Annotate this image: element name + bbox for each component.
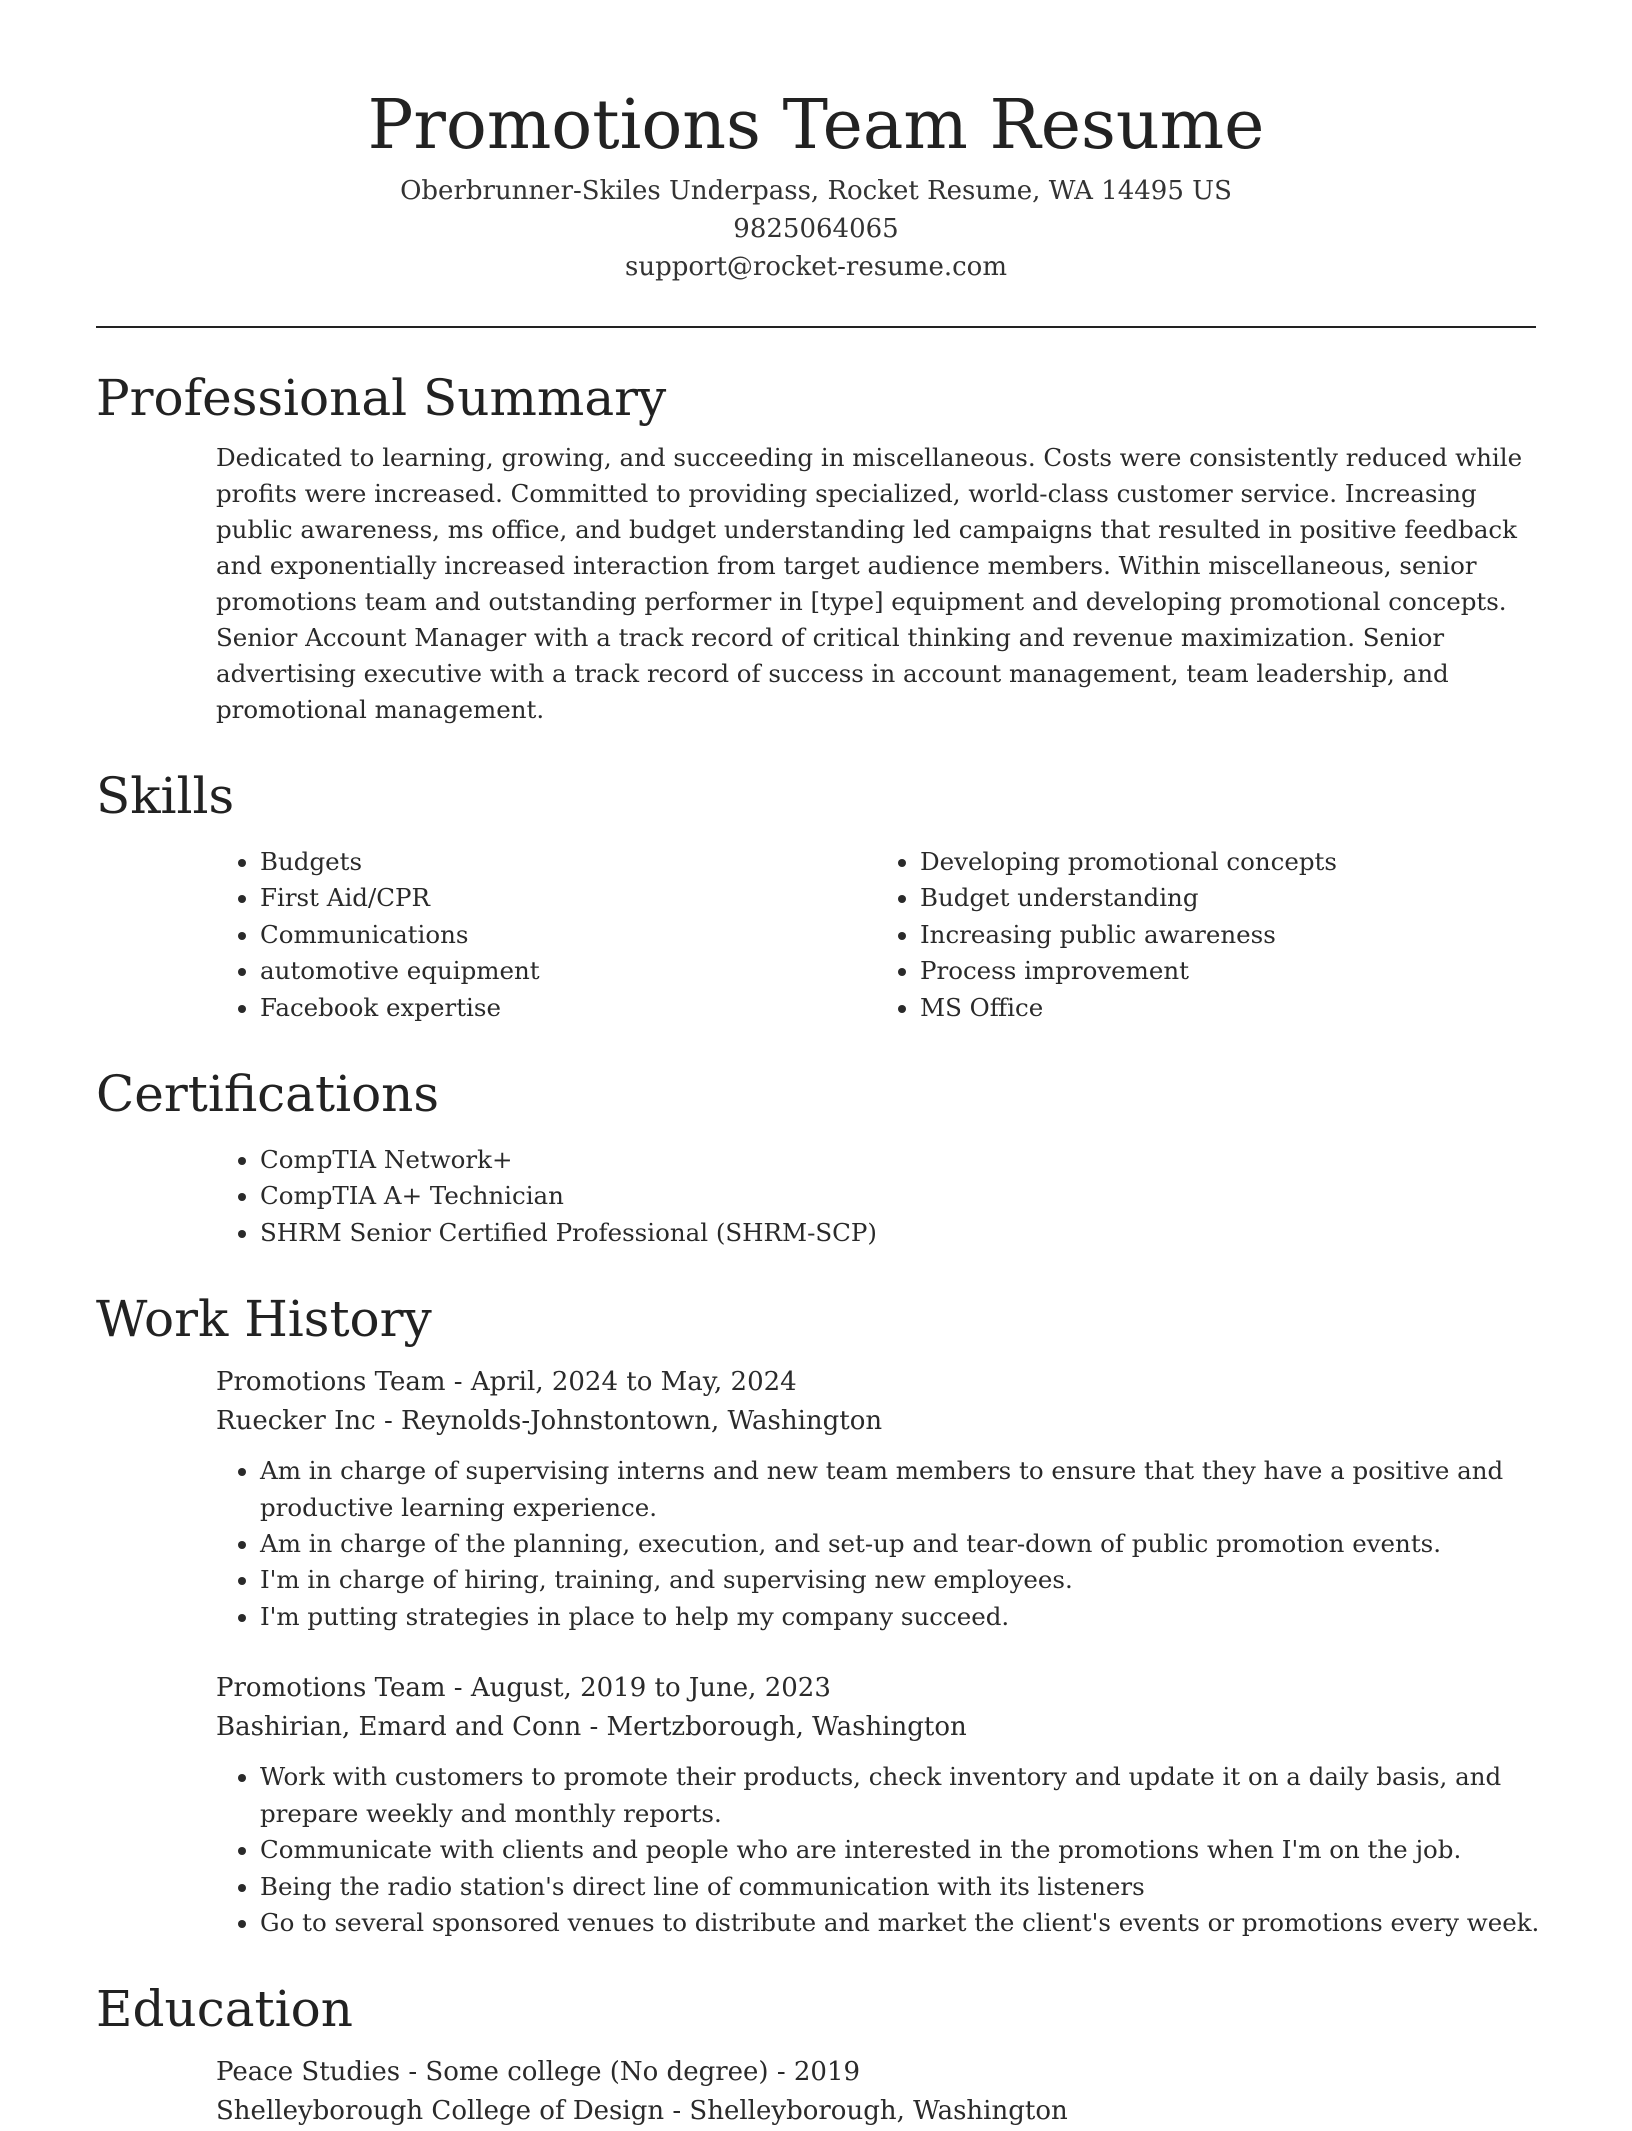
resume-title: Promotions Team Resume (367, 86, 1265, 165)
contact-address: Oberbrunner-Skiles Underpass, Rocket Resume, WA 14495 US (400, 176, 1232, 206)
contact-email: support@rocket-resume.com (624, 252, 1007, 282)
skill-item: • Budgets (260, 844, 876, 880)
job-bullet: • Work with customers to promote their products, check inventory and update it on a daily basis, and prepare weekly and monthly reports. (260, 1759, 1560, 1832)
education-school: Shelleyborough College of Design - Shelleyborough, Washington (216, 2096, 1068, 2127)
skill-item: • First Aid/CPR (260, 880, 876, 916)
skills-column-left (216, 844, 876, 1026)
resume-header (96, 80, 1536, 286)
job-company-location: Bashirian, Emard and Conn - Mertzborough, Washington (216, 1712, 967, 1743)
section-title-certifications: Certifications (96, 1065, 440, 1124)
skill-item: • Budget understanding (920, 880, 1536, 916)
skills-column-right (876, 844, 1536, 1026)
job-role-dates: Promotions Team - August, 2019 to June, 2023 (216, 1673, 831, 1704)
skill-item: • Increasing public awareness (920, 917, 1536, 953)
job-entry (216, 1363, 1536, 1635)
skill-item: • Process improvement (920, 953, 1536, 989)
certification-item: • SHRM Senior Certified Professional (SHRM-SCP) (260, 1215, 1536, 1251)
skill-item: • Developing promotional concepts (920, 844, 1536, 880)
job-bullet: • I'm putting strategies in place to help my company succeed. (260, 1599, 1560, 1635)
job-company-location: Ruecker Inc - Reynolds-Johnstontown, Washington (216, 1406, 883, 1437)
section-title-work-history: Work History (96, 1290, 432, 1349)
skills-list (216, 844, 1536, 1026)
job-bullet: • I'm in charge of hiring, training, and supervising new employees. (260, 1562, 1560, 1598)
contact-phone: 9825064065 (733, 214, 899, 244)
skill-item: • Facebook expertise (260, 990, 876, 1026)
skill-item: • automotive equipment (260, 953, 876, 989)
skill-item: • MS Office (920, 990, 1536, 1026)
skill-item: • Communications (260, 917, 876, 953)
job-bullet: • Communicate with clients and people who are interested in the promotions when I'm on the job. (260, 1832, 1560, 1868)
header-divider (96, 326, 1536, 328)
certification-item: • CompTIA Network+ (260, 1142, 1536, 1178)
summary-text: Dedicated to learning, growing, and succeeding in miscellaneous. Costs were consistently reduced while profits were increased. Committed to providing specialized, world-class customer service. Increasing public awareness, ms office, and budget understanding led campaigns that resulted in positive feedback and exponentially increased interaction from target audience members. Within miscellaneous, senior promotions team and outstanding performer in [type] equipment and developing promotional concepts. Senior Account Manager with a track record of critical thinking and revenue maximization. Senior advertising executive with a track record of success in account management, team leadership, and promotional management. (216, 443, 1523, 724)
section-title-summary: Professional Summary (96, 369, 667, 427)
job-bullet: • Being the radio station's direct line of communication with its listeners (260, 1869, 1560, 1905)
job-bullet: • Go to several sponsored venues to distribute and market the client's events or promotions every week. (260, 1905, 1560, 1941)
job-role-dates: Promotions Team - April, 2024 to May, 2024 (216, 1367, 797, 1398)
certifications-list (216, 1142, 1536, 1251)
job-bullet: • Am in charge of supervising interns and new team members to ensure that they have a positive and productive learning experience. (260, 1453, 1560, 1526)
section-title-skills: Skills (96, 767, 235, 825)
certification-item: • CompTIA A+ Technician (260, 1178, 1536, 1214)
job-responsibilities (216, 1759, 1560, 1941)
job-entry (216, 1669, 1540, 1941)
job-bullet: • Am in charge of the planning, execution, and set-up and tear-down of public promotion events. (260, 1526, 1560, 1562)
education-degree: Peace Studies - Some college (No degree) - 2019 (216, 2057, 861, 2088)
education-entry (216, 2053, 1536, 2131)
job-responsibilities (216, 1453, 1560, 1635)
section-title-education: Education (96, 1980, 353, 2039)
